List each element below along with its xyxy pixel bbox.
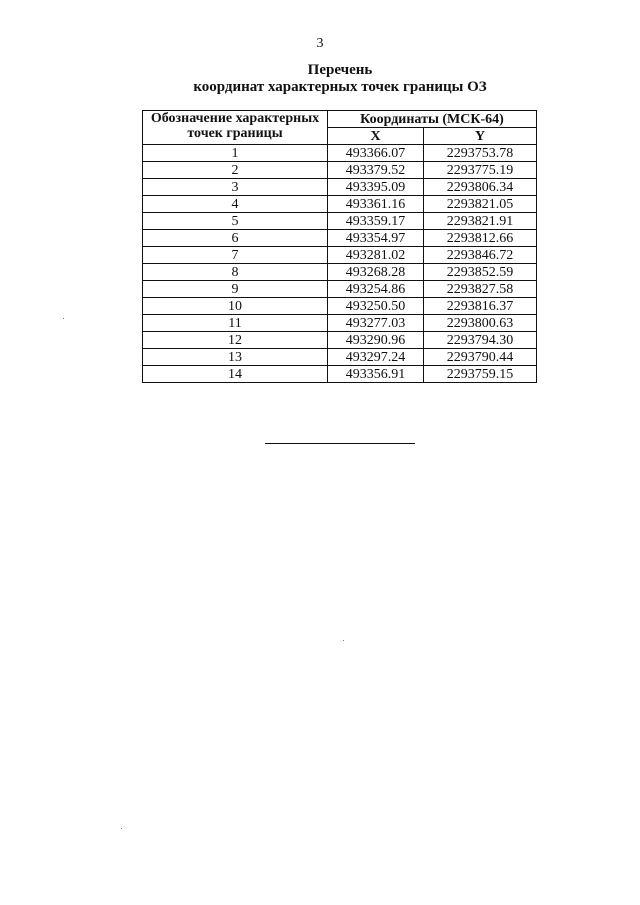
cell-y: 2293816.37 bbox=[424, 298, 537, 315]
table-header bbox=[143, 111, 537, 145]
cell-x: 493359.17 bbox=[328, 213, 424, 230]
scan-speck bbox=[63, 318, 64, 319]
cell-x: 493290.96 bbox=[328, 332, 424, 349]
document-title bbox=[0, 62, 640, 96]
header-point-line-2: точек границы bbox=[187, 126, 283, 141]
cell-point: 14 bbox=[143, 366, 328, 383]
cell-point: 6 bbox=[143, 230, 328, 247]
cell-x: 493297.24 bbox=[328, 349, 424, 366]
table-row bbox=[143, 349, 537, 366]
cell-point: 8 bbox=[143, 264, 328, 281]
cell-y: 2293759.15 bbox=[424, 366, 537, 383]
header-coordinates: Координаты (МСК-64) bbox=[328, 111, 537, 128]
header-x: X bbox=[328, 128, 424, 145]
cell-y: 2293806.34 bbox=[424, 179, 537, 196]
cell-x: 493395.09 bbox=[328, 179, 424, 196]
table-row bbox=[143, 247, 537, 264]
cell-x: 493250.50 bbox=[328, 298, 424, 315]
header-y: Y bbox=[424, 128, 537, 145]
table-row bbox=[143, 145, 537, 162]
table-row bbox=[143, 264, 537, 281]
cell-y: 2293821.91 bbox=[424, 213, 537, 230]
cell-point: 4 bbox=[143, 196, 328, 213]
coordinates-table bbox=[142, 110, 537, 383]
cell-point: 1 bbox=[143, 145, 328, 162]
cell-y: 2293827.58 bbox=[424, 281, 537, 298]
cell-point: 9 bbox=[143, 281, 328, 298]
cell-point: 3 bbox=[143, 179, 328, 196]
title-line-2: координат характерных точек границы ОЗ bbox=[193, 79, 487, 95]
cell-x: 493366.07 bbox=[328, 145, 424, 162]
table-row bbox=[143, 213, 537, 230]
cell-y: 2293821.05 bbox=[424, 196, 537, 213]
cell-point: 5 bbox=[143, 213, 328, 230]
cell-x: 493254.86 bbox=[328, 281, 424, 298]
cell-point: 2 bbox=[143, 162, 328, 179]
table-row bbox=[143, 162, 537, 179]
scan-speck bbox=[121, 828, 122, 829]
cell-x: 493281.02 bbox=[328, 247, 424, 264]
cell-x: 493354.97 bbox=[328, 230, 424, 247]
cell-x: 493277.03 bbox=[328, 315, 424, 332]
table-row bbox=[143, 196, 537, 213]
table-row bbox=[143, 366, 537, 383]
cell-point: 10 bbox=[143, 298, 328, 315]
table-row bbox=[143, 281, 537, 298]
cell-y: 2293846.72 bbox=[424, 247, 537, 264]
closing-line bbox=[265, 443, 415, 444]
cell-x: 493379.52 bbox=[328, 162, 424, 179]
cell-y: 2293775.19 bbox=[424, 162, 537, 179]
table-row bbox=[143, 230, 537, 247]
scan-speck bbox=[343, 640, 344, 641]
cell-y: 2293790.44 bbox=[424, 349, 537, 366]
cell-x: 493361.16 bbox=[328, 196, 424, 213]
cell-x: 493356.91 bbox=[328, 366, 424, 383]
title-line-1: Перечень bbox=[307, 62, 373, 78]
cell-y: 2293794.30 bbox=[424, 332, 537, 349]
header-point-designation bbox=[143, 111, 328, 145]
cell-point: 13 bbox=[143, 349, 328, 366]
header-point-line-1: Обозначение характерных bbox=[150, 111, 320, 126]
cell-y: 2293852.59 bbox=[424, 264, 537, 281]
table-row bbox=[143, 332, 537, 349]
cell-y: 2293753.78 bbox=[424, 145, 537, 162]
table-body bbox=[143, 145, 537, 383]
cell-y: 2293812.66 bbox=[424, 230, 537, 247]
cell-point: 12 bbox=[143, 332, 328, 349]
cell-point: 11 bbox=[143, 315, 328, 332]
cell-point: 7 bbox=[143, 247, 328, 264]
cell-x: 493268.28 bbox=[328, 264, 424, 281]
table-row bbox=[143, 298, 537, 315]
table-row bbox=[143, 179, 537, 196]
cell-y: 2293800.63 bbox=[424, 315, 537, 332]
page-number: 3 bbox=[316, 36, 324, 51]
table-row bbox=[143, 315, 537, 332]
